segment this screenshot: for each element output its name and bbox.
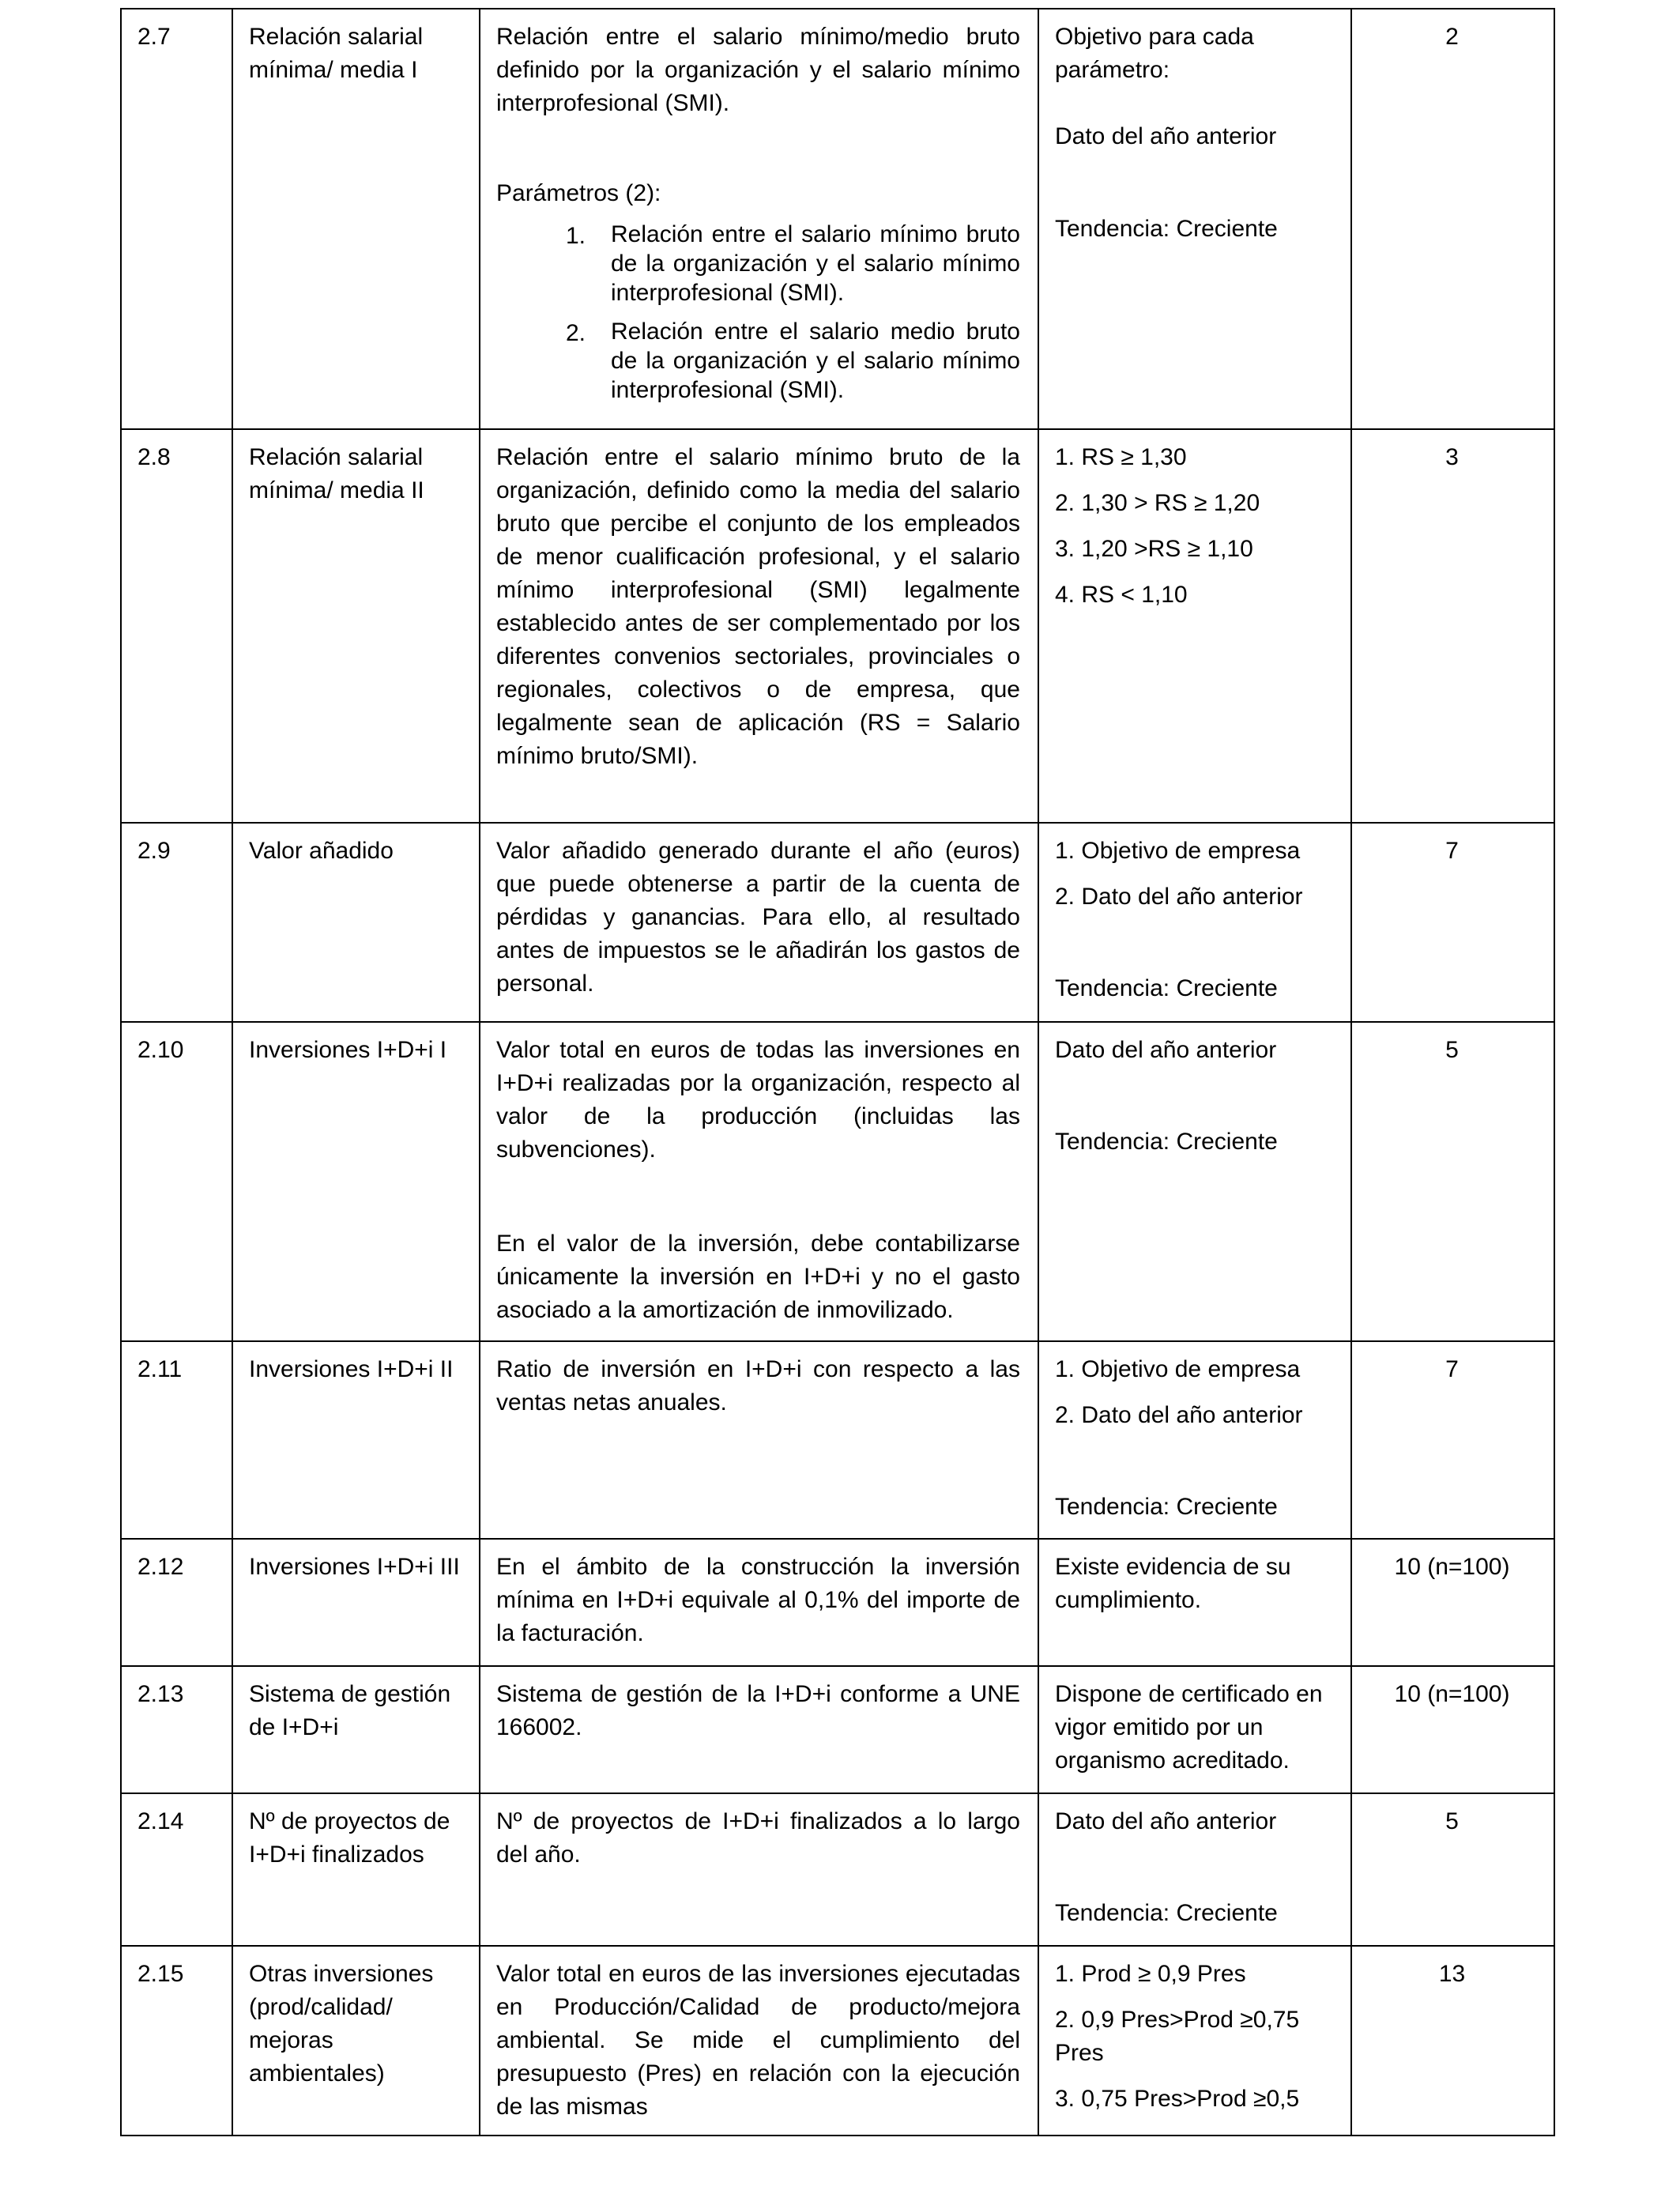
points-value: 13 (1351, 1946, 1554, 2136)
row-number: 2.8 (121, 429, 232, 823)
row-number: 2.10 (121, 1022, 232, 1341)
evaluation-criteria (1038, 1341, 1351, 1539)
indicator-name: Relación salarial mínima/ media II (232, 429, 480, 823)
criteria-item: 1. Objetivo de empresa (1055, 1356, 1301, 1382)
row-number: 2.14 (121, 1793, 232, 1946)
description-text: Valor añadido generado durante el año (euros) que puede obtenerse a partir de la cuenta de pérdidas y ganancias. Para ello, al resultado antes de impuestos se le añadirán los gastos de personal. (496, 838, 1020, 997)
table-row (121, 1666, 1554, 1793)
description-text: Parámetros (2): (496, 180, 661, 206)
indicator-name: Sistema de gestión de I+D+i (232, 1666, 480, 1793)
indicator-description (480, 1341, 1038, 1539)
evaluation-criteria (1038, 1946, 1351, 2136)
points-value: 10 (n=100) (1351, 1539, 1554, 1666)
description-text: Nº de proyectos de I+D+i finalizados a lo largo del año. (496, 1808, 1020, 1868)
points-value: 5 (1351, 1793, 1554, 1946)
list-item (496, 220, 1020, 307)
criteria-item: 1. RS ≥ 1,30 (1055, 444, 1187, 470)
indicator-description (480, 1946, 1038, 2136)
criteria-text: Tendencia: Creciente (1055, 975, 1278, 1001)
criteria-text: Objetivo para cada parámetro: (1055, 24, 1254, 83)
indicator-name: Inversiones I+D+i III (232, 1539, 480, 1666)
description-text: Sistema de gestión de la I+D+i conforme a UNE 166002. (496, 1681, 1020, 1740)
criteria-item: 1. Objetivo de empresa (1055, 838, 1301, 864)
points-value: 3 (1351, 429, 1554, 823)
row-number: 2.11 (121, 1341, 232, 1539)
criteria-text: Dato del año anterior (1055, 1808, 1277, 1834)
row-number: 2.7 (121, 9, 232, 429)
table-row (121, 1539, 1554, 1666)
indicator-name: Relación salarial mínima/ media I (232, 9, 480, 429)
indicator-description (480, 9, 1038, 429)
evaluation-criteria (1038, 1539, 1351, 1666)
indicator-name: Valor añadido (232, 823, 480, 1022)
indicator-name: Otras inversiones (prod/calidad/ mejoras ambientales) (232, 1946, 480, 2136)
criteria-text: Dato del año anterior (1055, 1037, 1277, 1063)
criteria-item: 3. 1,20 >RS ≥ 1,10 (1055, 536, 1253, 562)
row-number: 2.9 (121, 823, 232, 1022)
row-number: 2.13 (121, 1666, 232, 1793)
list-text: Relación entre el salario medio bruto de la organización y el salario mínimo interprofesional (SMI). (611, 319, 1020, 403)
table-row (121, 429, 1554, 823)
points-value: 7 (1351, 1341, 1554, 1539)
table-row (121, 1341, 1554, 1539)
points-value: 2 (1351, 9, 1554, 429)
list-number: 1. (565, 223, 586, 249)
points-value: 7 (1351, 823, 1554, 1022)
indicator-description (480, 823, 1038, 1022)
points-value: 5 (1351, 1022, 1554, 1341)
criteria-item: 3. 0,75 Pres>Prod ≥0,5 (1055, 2086, 1300, 2112)
description-text: En el ámbito de la construcción la inversión mínima en I+D+i equivale al 0,1% del importe de la facturación. (496, 1554, 1020, 1646)
indicator-description (480, 1022, 1038, 1341)
indicator-description (480, 1539, 1038, 1666)
list-text: Relación entre el salario mínimo bruto de la organización y el salario mínimo interprofesional (SMI). (611, 221, 1020, 306)
criteria-text: Existe evidencia de su cumplimiento. (1055, 1554, 1291, 1613)
criteria-item: 2. Dato del año anterior (1055, 1402, 1303, 1428)
description-text: Valor total en euros de las inversiones ejecutadas en Producción/Calidad de producto/mejora ambiental. Se mide el cumplimiento del presupuesto (Pres) en relación con la ejecución de las mismas (496, 1961, 1020, 2120)
criteria-item: 2. 1,30 > RS ≥ 1,20 (1055, 490, 1260, 516)
indicator-description (480, 429, 1038, 823)
evaluation-criteria (1038, 1666, 1351, 1793)
evaluation-criteria (1038, 1793, 1351, 1946)
parameter-list (496, 220, 1020, 405)
row-number: 2.15 (121, 1946, 232, 2136)
indicator-description (480, 1666, 1038, 1793)
evaluation-criteria (1038, 823, 1351, 1022)
points-value: 10 (n=100) (1351, 1666, 1554, 1793)
indicator-name: Inversiones I+D+i I (232, 1022, 480, 1341)
table-row (121, 823, 1554, 1022)
row-number: 2.12 (121, 1539, 232, 1666)
criteria-text: Tendencia: Creciente (1055, 216, 1278, 242)
table-row (121, 1022, 1554, 1341)
evaluation-criteria (1038, 429, 1351, 823)
list-number: 2. (565, 320, 586, 346)
criteria-item: 4. RS < 1,10 (1055, 582, 1188, 608)
indicator-name: Nº de proyectos de I+D+i finalizados (232, 1793, 480, 1946)
criteria-text: Tendencia: Creciente (1055, 1129, 1278, 1155)
description-text: Relación entre el salario mínimo/medio bruto definido por la organización y el salario mínimo interprofesional (SMI). (496, 24, 1020, 116)
evaluation-criteria (1038, 1022, 1351, 1341)
description-text: En el valor de la inversión, debe contabilizarse únicamente la inversión en I+D+i y no el gasto asociado a la amortización de inmovilizado. (496, 1231, 1020, 1323)
criteria-item: 2. 0,9 Pres>Prod ≥0,75 Pres (1055, 2007, 1300, 2066)
description-text: Relación entre el salario mínimo bruto de la organización, definido como la media del salario bruto que percibe el conjunto de los empleados de menor cualificación profesional, y el salario mínimo interprofesional (SMI) legalmente establecido antes de ser complementado por los diferentes convenios sectoriales, provinciales o regionales, colectivos o de empresa, que legalmente sean de aplicación (RS = Salario mínimo bruto/SMI). (496, 444, 1020, 769)
indicator-description (480, 1793, 1038, 1946)
evaluation-criteria (1038, 9, 1351, 429)
indicator-name: Inversiones I+D+i II (232, 1341, 480, 1539)
table-row (121, 9, 1554, 429)
description-text: Ratio de inversión en I+D+i con respecto a las ventas netas anuales. (496, 1356, 1020, 1416)
table-row (121, 1946, 1554, 2136)
criteria-text: Tendencia: Creciente (1055, 1494, 1278, 1520)
criteria-item: 2. Dato del año anterior (1055, 884, 1303, 910)
criteria-text: Dato del año anterior (1055, 123, 1277, 149)
criteria-text: Dispone de certificado en vigor emitido por un organismo acreditado. (1055, 1681, 1323, 1774)
criteria-item: 1. Prod ≥ 0,9 Pres (1055, 1961, 1246, 1987)
table-row (121, 1793, 1554, 1946)
criteria-text: Tendencia: Creciente (1055, 1900, 1278, 1926)
description-text: Valor total en euros de todas las inversiones en I+D+i realizadas por la organización, respecto al valor de la producción (incluidas las subvenciones). (496, 1037, 1020, 1163)
list-item (496, 317, 1020, 405)
indicators-table (120, 8, 1555, 2136)
